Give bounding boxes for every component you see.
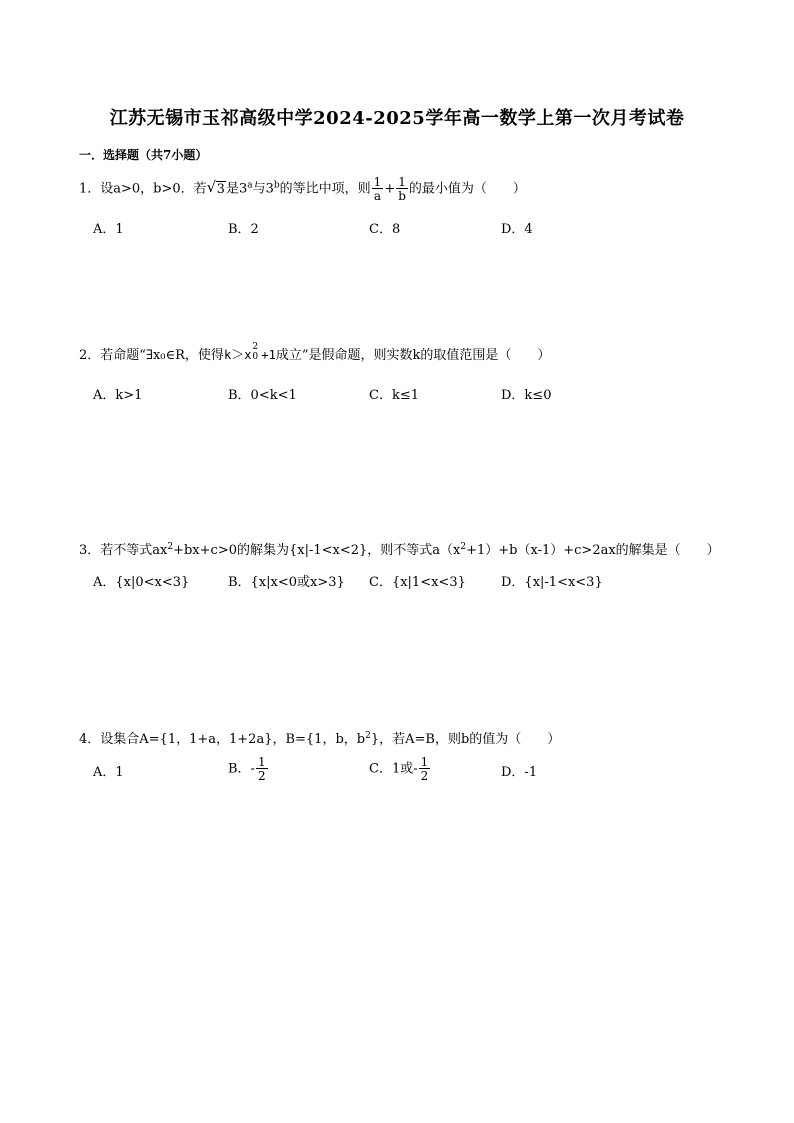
q4-sup: 2: [365, 731, 371, 741]
q2-k: k: [223, 348, 232, 362]
q4-option-b[interactable]: [228, 756, 269, 782]
q3-option-a[interactable]: A．{x|0<x<3}: [93, 575, 190, 590]
q3-part3: +1）+b（x-1）+c>2ax的解集是（ ）: [466, 543, 720, 558]
q4-part1: 4．设集合A={1，1+a，1+2a}，B={1，b，b: [79, 732, 366, 747]
q1-option-a[interactable]: A．1: [93, 222, 124, 237]
fraction-1-over-2: $\frac{1}{2}$: [257, 755, 266, 783]
question-3: [79, 539, 720, 558]
q2-gt: ＞: [231, 348, 245, 363]
q1-plus: +: [384, 181, 396, 197]
fraction-1-over-a: $\frac{1}{a}$: [373, 175, 382, 203]
question-4: [79, 728, 560, 747]
q1-option-c[interactable]: C．8: [369, 222, 401, 237]
q2-sup-sub: 2 0: [252, 342, 259, 362]
section-heading: 一．选择题（共7小题）: [79, 148, 208, 162]
q4-part2: }，若A=B，则b的值为（ ）: [370, 732, 561, 747]
q2-prefix: 2．若命题“∃x₀∈R，使得: [79, 348, 224, 363]
question-1: [79, 176, 526, 202]
q4-option-c[interactable]: [369, 756, 431, 782]
q4-option-c-label: C．1或-: [369, 761, 418, 777]
q2-option-a[interactable]: A．k>1: [93, 388, 143, 403]
q2-option-b[interactable]: B．0<k<1: [228, 388, 297, 403]
q3-option-c[interactable]: C．{x|1<x<3}: [369, 575, 466, 590]
q2-plus1: +1: [261, 348, 276, 362]
q4-option-a[interactable]: A．1: [93, 765, 124, 780]
sqrt-symbol: √ 3: [206, 177, 225, 197]
page-title: 江苏无锡市玉祁高级中学2024-2025学年高一数学上第一次月考试卷: [109, 108, 685, 129]
q3-sup2: 2: [460, 542, 467, 552]
q1-mid2: 与3: [252, 181, 274, 197]
fraction-1-over-2: $\frac{1}{2}$: [420, 755, 429, 783]
q1-option-b[interactable]: B．2: [228, 222, 259, 237]
q3-option-d[interactable]: D．{x|-1<x<3}: [501, 575, 603, 590]
q1-suffix: 的最小值为（ ）: [408, 181, 526, 197]
fraction-1-over-b: $\frac{1}{b}$: [398, 175, 406, 203]
q1-mid3: 的等比中项，则: [279, 181, 371, 197]
q3-sup1: 2: [167, 542, 174, 552]
q3-part2: +bx+c>0的解集为{x|-1<x<2}，则不等式a（x: [173, 543, 461, 558]
q2-x: x: [244, 348, 252, 362]
q3-option-b[interactable]: B．{x|x<0或x>3}: [228, 575, 345, 590]
q1-prefix: 1．设a>0，b>0．若: [79, 181, 207, 197]
q3-part1: 3．若不等式ax: [79, 543, 168, 558]
q2-option-d[interactable]: D．k≤0: [501, 388, 552, 403]
q1-option-d[interactable]: D．4: [501, 222, 533, 237]
q1-sup-a: a: [247, 180, 253, 191]
q1-mid: 是3: [225, 181, 248, 197]
q1-sup-b: b: [273, 180, 280, 191]
q4-option-d[interactable]: D．-1: [501, 765, 538, 780]
q2-option-c[interactable]: C．k≤1: [369, 388, 419, 403]
question-2: [79, 344, 550, 363]
q2-suffix: 成立”是假命题，则实数k的取值范围是（ ）: [275, 348, 551, 363]
q4-option-b-label: B．-: [228, 761, 255, 777]
